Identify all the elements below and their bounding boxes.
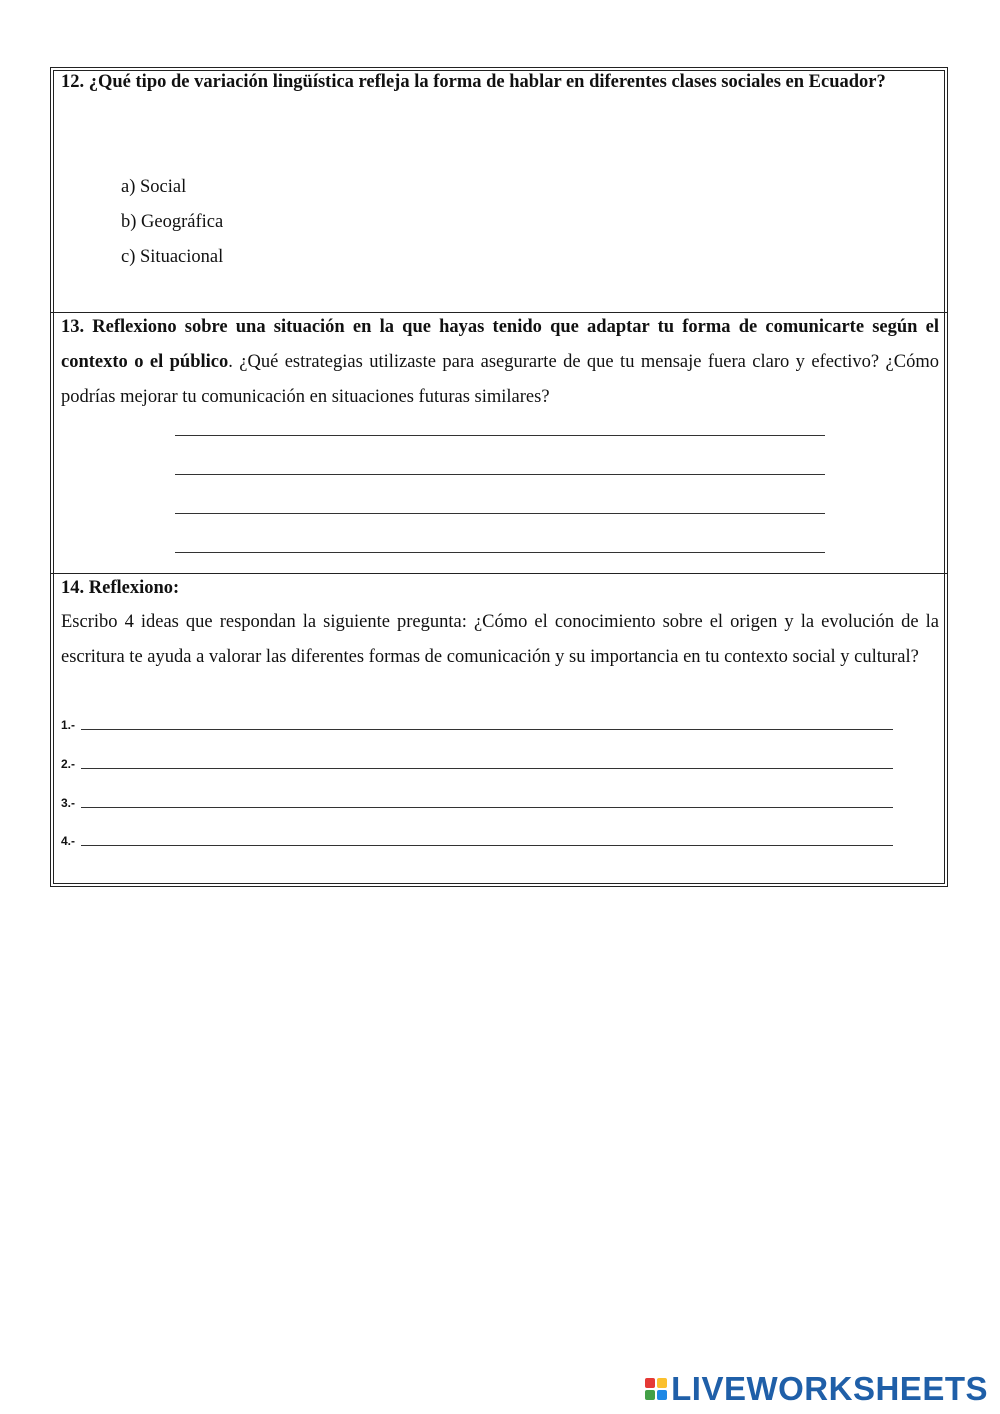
idea-input[interactable] [81,807,893,808]
question-14-cell [51,573,947,887]
question-13-rest: . ¿Qué estrategias utilizaste para asegurarte de que tu mensaje fuera claro y efectivo? ¿Cómo podrías mejorar tu comunicación en situaciones futuras similares? [61,352,939,407]
answer-line-3[interactable] [175,513,825,514]
idea-input[interactable] [81,729,893,730]
idea-input[interactable] [81,768,893,769]
question-12-cell [51,68,947,312]
question-12-text: 12. ¿Qué tipo de variación lingüística refleja la forma de hablar en diferentes clases sociales en Ecuador? [61,72,886,92]
idea-number: 3.- [61,796,76,810]
idea-number: 1.- [61,718,76,732]
worksheet-table [50,67,948,887]
option-a[interactable]: a) Social [121,177,187,197]
question-14-title: 14. Reflexiono: [61,578,180,598]
brand-text: LIVEWORKSHEETS [671,1370,988,1407]
answer-line-4[interactable] [175,552,825,553]
logo-square-red [645,1378,655,1388]
logo-icon [645,1378,667,1400]
option-b[interactable]: b) Geográfica [121,212,224,232]
idea-number: 2.- [61,757,76,771]
answer-line-1[interactable] [175,435,825,436]
logo-square-yellow [657,1378,667,1388]
logo-square-green [645,1390,655,1400]
answer-line-2[interactable] [175,474,825,475]
idea-line-2[interactable] [61,749,893,769]
question-13-text [61,310,939,415]
logo-square-blue [657,1390,667,1400]
idea-line-1[interactable] [61,710,893,730]
option-c[interactable]: c) Situacional [121,247,224,267]
idea-number: 4.- [61,834,76,848]
question-13-cell [51,312,947,573]
idea-line-3[interactable] [61,788,893,808]
question-12-options [121,170,223,275]
liveworksheets-logo [645,1370,988,1408]
idea-line-4[interactable] [61,826,893,846]
question-14-prompt: Escribo 4 ideas que respondan la siguiente pregunta: ¿Cómo el conocimiento sobre el origen y la evolución de la escritura te ayuda a valorar las diferentes formas de comunicación y su importancia en tu contexto social y cultural? [61,612,939,667]
question-13-bold: 13. Reflexiono sobre una situación en la que hayas tenido que adaptar tu forma de comunicarte según el contexto o el público [61,317,939,372]
idea-input[interactable] [81,845,893,846]
